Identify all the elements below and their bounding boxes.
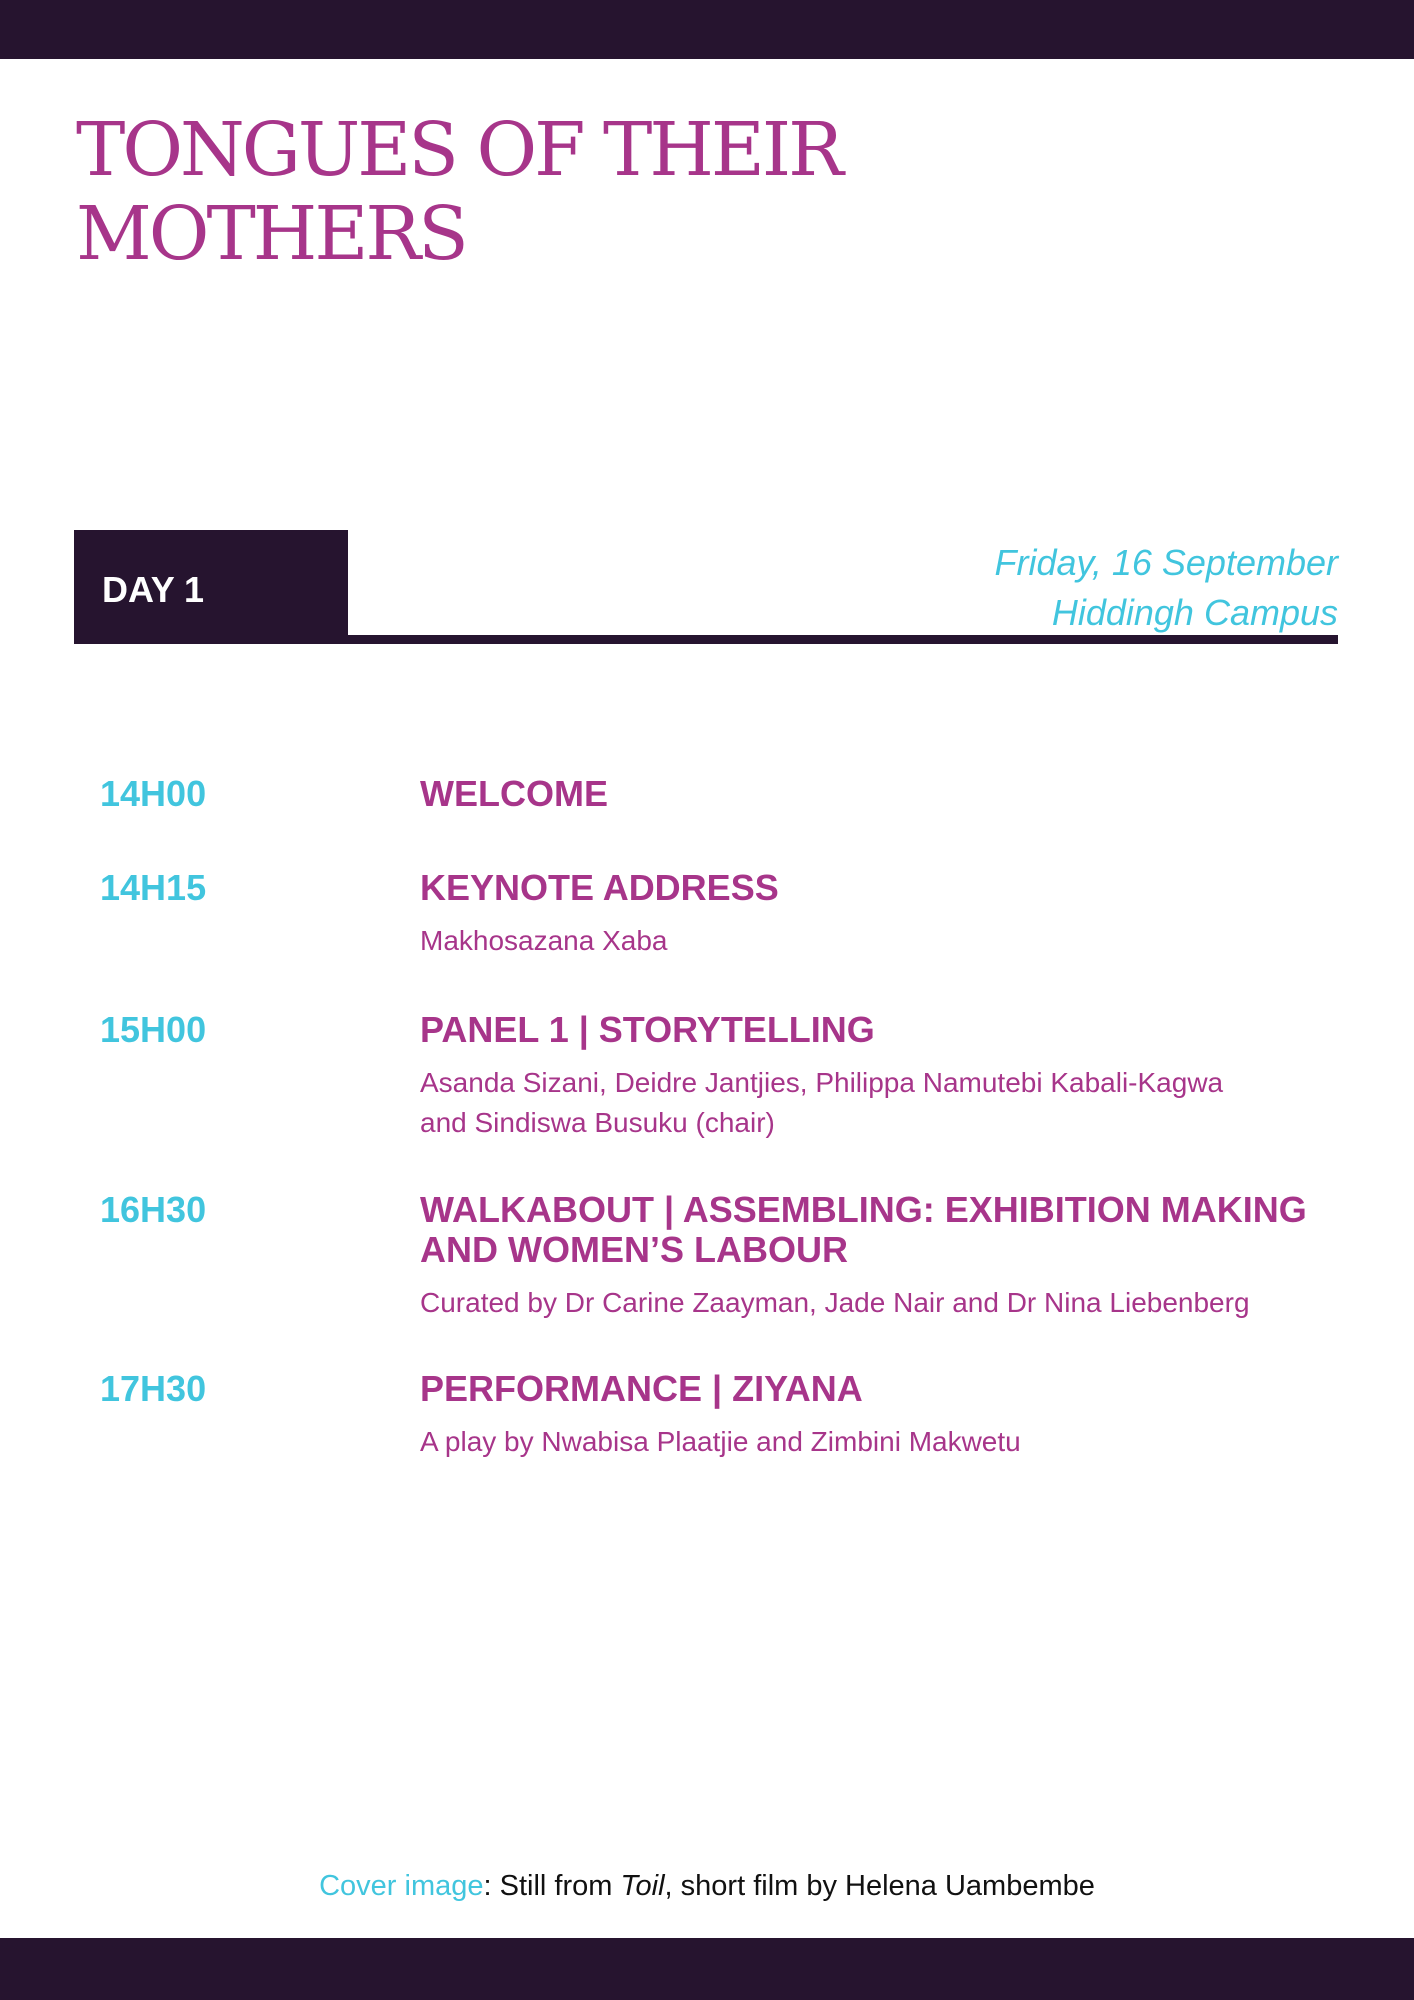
schedule-detail-line-2: and Sindiswa Busuku (chair) xyxy=(420,1107,775,1138)
schedule-event: WELCOME xyxy=(420,773,608,814)
schedule-detail: Makhosazana Xaba xyxy=(420,925,668,956)
day-divider xyxy=(74,635,1338,644)
day-venue: Hiddingh Campus xyxy=(1051,592,1338,633)
film-title: Toil xyxy=(620,1870,665,1902)
day-badge xyxy=(74,530,348,644)
title-line-2: MOTHERS xyxy=(76,191,466,277)
schedule-time: 16H30 xyxy=(100,1189,207,1230)
cover-credit-text: : Still from xyxy=(483,1870,621,1902)
schedule-event-line-1: WALKABOUT | ASSEMBLING: EXHIBITION MAKING xyxy=(420,1189,1307,1230)
schedule-event xyxy=(420,1190,1340,1270)
cover-credit-label: Cover image xyxy=(319,1870,484,1902)
schedule-detail: Curated by Dr Carine Zaayman, Jade Nair and Dr Nina Liebenberg xyxy=(420,1287,1250,1318)
schedule-detail-line-1: Asanda Sizani, Deidre Jantjies, Philippa Namutebi Kabali-Kagwa xyxy=(420,1067,1224,1098)
day-date: Friday, 16 September xyxy=(994,542,1338,583)
schedule-event-line-2: AND WOMEN’S LABOUR xyxy=(420,1229,848,1270)
schedule-event: PERFORMANCE | ZIYANA xyxy=(420,1368,863,1409)
cover-credit-author: , short film by Helena Uambembe xyxy=(664,1870,1095,1902)
schedule-time: 14H00 xyxy=(100,773,207,814)
schedule-time: 14H15 xyxy=(100,867,207,908)
day-label: DAY 1 xyxy=(102,569,205,610)
title-line-1: TONGUES OF THEIR xyxy=(76,107,841,193)
top-bar xyxy=(0,0,1414,59)
schedule-detail: A play by Nwabisa Plaatjie and Zimbini Makwetu xyxy=(420,1426,1021,1457)
schedule-detail xyxy=(420,1063,1340,1143)
schedule-time: 17H30 xyxy=(100,1368,207,1409)
cover-credit xyxy=(0,1866,1414,1906)
schedule-event: KEYNOTE ADDRESS xyxy=(420,867,779,908)
schedule-time: 15H00 xyxy=(100,1009,207,1050)
page-title xyxy=(76,108,876,276)
schedule-event: PANEL 1 | STORYTELLING xyxy=(420,1009,875,1050)
bottom-bar xyxy=(0,1938,1414,2000)
